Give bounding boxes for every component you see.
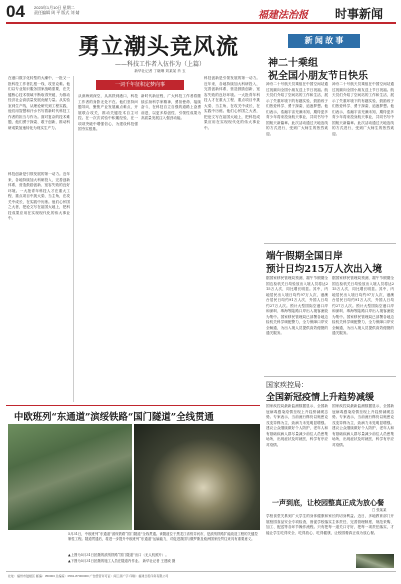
astronaut-story-title-2: 祝全国小朋友节日快乐 xyxy=(268,71,368,82)
footer-text: 社址：福州市鼓楼区 邮编：350003 总编室：0591-87000000 广告经营许可证：闽工商广字 印刷：福建日报印务有限公司 xyxy=(8,574,169,578)
section-divider-2 xyxy=(264,376,396,377)
date-line: 2023年1月10日 星期二 xyxy=(34,5,75,10)
comment-title: 一声到底，让校园整真正成为放心餐 xyxy=(272,498,384,507)
covid-story-col-1: 国家疾控局最新监测数据显示，全国新冠病毒感染疫情呈现上升趋势减缓态势。专家表示，当前流行株仍以奥密克戎变异株为主，致病力未见明显增强。建议公众继续做好个人防护，老年人和有基础疾病人群尽量减少前往人员密集场所，出现症状及时就医，科学有序应对疫情。 xyxy=(266,404,328,447)
border-story-col-1: 据国家移民管理局预测，端午节假期全国边检机关日均验放出入境人员将达215万人次，同比增长明显。其中，内地居民出入境日均约97万人次，港澳台居民日均约91万人次，外国人日均约27万人次。预计大型国际空港口岸和深圳、珠海等陆路口岸出入境客流较为集中。国家移民管理局已部署各地边检机关科学调配警力，全力保障口岸安全畅通，为出入境人员提供高效便捷的通关服务。 xyxy=(266,276,328,335)
main-article-kicker: 一词千年征积定梦向事 xyxy=(96,80,184,90)
main-article-col-4: 科技创新是引领发展的第一动力。近年来，各地持续加大科研投入，完善创新体系，营造鼓励创新、宽容失败的良好环境。一大批青年科技人才在重大工程、重点项目中挑大梁、当主角，在攻关中成长，在实践中历练。他们心怀国之大者，把论文写在祖国大地上，把科技成果应用在实现现代化的伟大事业中。 xyxy=(204,76,260,130)
section-title: 时事新闻 xyxy=(335,7,384,21)
astronaut-story-col-2: 神舟二十号航天员乘组在中国空间站通过视频向全国小朋友送上节日祝福。航天员们介绍了空间站的工作和生活，展示了失重环境下的有趣实验，鼓励孩子们热爱科学、勇于探索、追逐梦想。他们表示，浩瀚宇宙充满未知，期待更多青少年将来投身航天事业，共同书写中国航天新篇章。此次活动通过天地连线的方式进行，受到广大师生的热烈欢迎。 xyxy=(332,82,394,136)
railway-photo-tunnel xyxy=(134,424,260,530)
covid-story-title-1: 国家疾控局： xyxy=(266,381,308,389)
main-article-byline: 新华社记者 丁晓琳 刘某某 肖 玉 xyxy=(134,69,186,73)
newspaper-logo: 福建法治报 xyxy=(258,10,308,21)
page-number: 04 xyxy=(6,2,25,21)
railway-caption-2: ▲上图为5月31日拍摄的滨绥铁路“国门隧道”出口（无人机照片）。 xyxy=(68,553,169,557)
bottom-section-rule xyxy=(6,405,260,406)
border-story-col-2: 据国家移民管理局预测，端午节假期全国边检机关日均验放出入境人员将达215万人次，同比增长明显。其中，内地居民出入境日均约97万人次，港澳台居民日均约91万人次，外国人日均约27万人次。预计大型国际空港口岸和深圳、珠海等陆路口岸出入境客流较为集中。国家移民管理局已部署各地边检机关科学调配警力，全力保障口岸安全畅通，为出入境人员提供高效便捷的通关服务。 xyxy=(332,276,394,335)
covid-story-title-2: 全国新冠疫情上升趋势减缓 xyxy=(266,393,375,403)
astronaut-story-col-1: 神舟二十号航天员乘组在中国空间站通过视频向全国小朋友送上节日祝福。航天员们介绍了空间站的工作和生活，展示了失重环境下的有趣实验，鼓励孩子们热爱科学、勇于探索、追逐梦想。他们表示，浩瀚宇宙充满未知，期待更多青少年将来投身航天事业，共同书写中国航天新篇章。此次活动通过天地连线的方式进行，受到广大师生的热烈欢迎。 xyxy=(266,82,328,136)
main-article-col-2: 从深海到深空，从高铁到港口，科技工作者的身影无处不在。他们坚持问题导向，聚焦产业发展痛点难点，开展联合攻关，推动关键技术自主可控。在一次次试验中积累经验，在一项项突破中增强信心，为建设科技强国夯实根基。 xyxy=(78,94,138,131)
comment-photo xyxy=(356,554,394,568)
railway-caption-3: ▲下图为5月31日拍摄的施工人员在隧道内作业。 新华社记者 王建威 摄 xyxy=(68,559,176,563)
border-story-title-2: 预计日均215万人次出入境 xyxy=(266,264,382,275)
railway-caption: 5月31日，中欧班列“东通道”滨绥铁路“国门隧道”全线贯通。该隧道位于黑龙江省绥芬河市，是滨绥铁路扩能改造工程的关键控制性工程。隧道贯通后，将进一步提升中欧班列“东通道”运输能力，对促进我国与俄罗斯及欧洲国家经贸往来具有重要意义。 xyxy=(68,532,258,541)
border-story-title-1: 端午假期全国日岸 xyxy=(266,251,343,262)
editor-line: 责任编辑 周 平 版式 刘 婧 xyxy=(34,10,80,15)
main-article-col-1b: 科技创新是引领发展的第一动力。近年来，各地持续加大科研投入，完善创新体系，营造鼓励创新、宽容失败的良好环境。一大批青年科技人才在重大工程、重点项目中挑大梁、当主角，在攻关中成长，在实践中历练。他们心怀国之大者，把论文写在祖国大地上，把科技成果应用在实现现代化的伟大事业中。 xyxy=(8,172,70,220)
covid-story-col-2: 国家疾控局最新监测数据显示，全国新冠病毒感染疫情呈现上升趋势减缓态势。专家表示，当前流行株仍以奥密克戎变异株为主，致病力未见明显增强。建议公众继续做好个人防护，老年人和有基础疾病人群尽量减少前往人员密集场所，出现症状及时就医，科学有序应对疫情。 xyxy=(332,404,394,447)
comment-byline: □ 张某某 xyxy=(372,508,387,512)
column-divider xyxy=(73,76,74,402)
astronaut-story-title-1: 神二十乘组 xyxy=(268,58,318,69)
news-story-tag: 新 闻 故 事 xyxy=(288,34,360,48)
railway-headline: 中欧班列“东通道”滨绥铁路“国门隧道”全线贯通 xyxy=(14,412,214,423)
main-article-col-3: 新时代新征程，广大科技工作者将继续弘扬科学家精神，勇担使命、接续奋斗，在科技自立自强的道路上奋勇前进，以更多原创性、引领性成果为高质量发展注入强劲动能。 xyxy=(141,94,201,120)
footer-rule xyxy=(6,571,396,572)
main-article-col-1: 在港口数字化转型的大潮中，一批又一批科技工作者扎根一线、攻坚克难。他们以专业知识服务国家战略需要，在关键核心技术领域不断取得突破，为推动经济社会高质量发展贡献力量。从实验室到生产线，从理论研究到工程实践，他们用智慧和汗水书写着新时代科技工作者的担当与作为。面对复杂的技术难题，他们勇于探索、敢于创新，推动科研成果加速转化为现实生产力。 xyxy=(8,76,70,130)
header-rule xyxy=(6,22,396,24)
main-article-title: 勇立潮头竞风流 xyxy=(78,34,240,60)
railway-photo-aerial xyxy=(8,424,132,530)
comment-body: 学校食堂关系到广大学生的身体健康和家长的切身利益。近日，多地教育部门开展校园食品安全专项检查，督促学校落实主体责任，完善管理制度，规范采购、加工、配送等各环节操作流程。只有把每一道关口守好，把每一项责任落实，才能让学生吃得安全、吃得放心、吃得健康，让校园餐真正成为放心餐。 xyxy=(266,514,394,535)
main-article-subtitle: ——科技工作者入伍作为（上篇） xyxy=(114,61,205,68)
section-divider xyxy=(264,243,396,244)
